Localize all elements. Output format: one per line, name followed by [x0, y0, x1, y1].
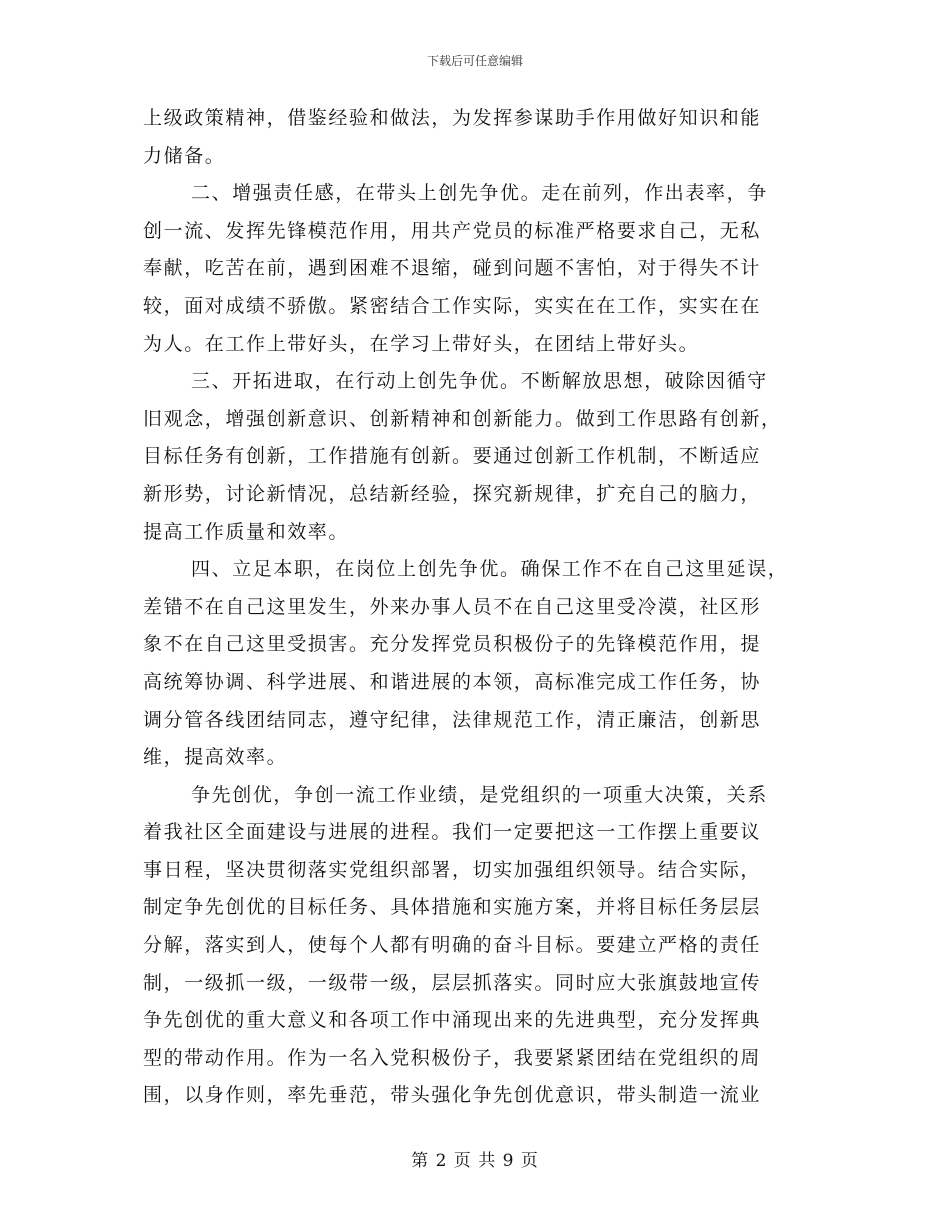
text-line: 着我社区全面建设与进展的进程。我们一定要把这一工作摆上重要议 — [143, 821, 762, 844]
text-line: 奉献，吃苦在前，遇到困难不退缩，碰到问题不害怕，对于得失不计 — [143, 257, 762, 280]
text-line: 为人。在工作上带好头，在学习上带好头，在团结上带好头。 — [143, 332, 700, 355]
text-line: 旧观念，增强创新意识、创新精神和创新能力。做到工作思路有创新， — [143, 407, 782, 430]
page-header: 下载后可任意编辑 — [426, 54, 523, 68]
text-line: 四、立足本职，在岗位上创先争优。确保工作不在自己这里延误， — [191, 558, 789, 581]
text-line: 上级政策精神，借鉴经验和做法，为发挥参谋助手作用做好知识和能 — [143, 107, 762, 129]
text-line: 力储备。 — [143, 144, 226, 167]
text-line: 维，提高效率。 — [143, 746, 288, 769]
text-line: 差错不在自己这里发生，外来办事人员不在自己这里受冷漠，社区形 — [143, 595, 762, 618]
text-line: 制定争先创优的目标任务、具体措施和实施方案，并将目标任务层层 — [143, 896, 762, 919]
text-line: 较，面对成绩不骄傲。紧密结合工作实际，实实在在工作，实实在在 — [143, 294, 762, 317]
text-line: 新形势，讨论新情况，总结新经验，探究新规律，扩充自己的脑力， — [143, 482, 762, 505]
page-number-footer: 第 2 页 共 9 页 — [411, 1151, 539, 1171]
text-line: 目标任务有创新，工作措施有创新。要通过创新工作机制，不断适应 — [143, 445, 762, 468]
text-line: 三、开拓进取，在行动上创先争优。不断解放思想，破除因循守 — [191, 370, 768, 393]
text-line: 提高工作质量和效率。 — [143, 520, 350, 543]
text-line: 分解，落实到人，使每个人都有明确的奋斗目标。要建立严格的责任 — [143, 934, 762, 957]
text-line: 争先创优，争创一流工作业绩，是党组织的一项重大决策，关系 — [191, 783, 768, 806]
text-line: 围，以身作则，率先垂范，带头强化争先创优意识，带头制造一流业 — [143, 1084, 762, 1107]
text-line: 创一流、发挥先锋模范作用，用共产党员的标准严格要求自己，无私 — [143, 219, 762, 242]
text-line: 象不在自己这里受损害。充分发挥党员积极份子的先锋模范作用，提 — [143, 633, 762, 656]
document-body — [143, 100, 803, 1115]
text-line: 高统筹协调、科学进展、和谐进展的本领，高标准完成工作任务，协 — [143, 670, 762, 693]
text-line: 制，一级抓一级，一级带一级，层层抓落实。同时应大张旗鼓地宣传 — [143, 971, 762, 994]
text-line: 调分管各线团结同志，遵守纪律，法律规范工作，清正廉洁，创新思 — [143, 708, 762, 731]
text-line: 事日程，坚决贯彻落实党组织部署，切实加强组织领导。结合实际， — [143, 858, 762, 881]
text-line: 型的带动作用。作为一名入党积极份子，我要紧紧团结在党组织的周 — [143, 1046, 762, 1069]
text-line: 争先创优的重大意义和各项工作中涌现出来的先进典型，充分发挥典 — [143, 1009, 762, 1032]
text-line: 二、增强责任感，在带头上创先争优。走在前列，作出表率，争 — [191, 182, 768, 205]
